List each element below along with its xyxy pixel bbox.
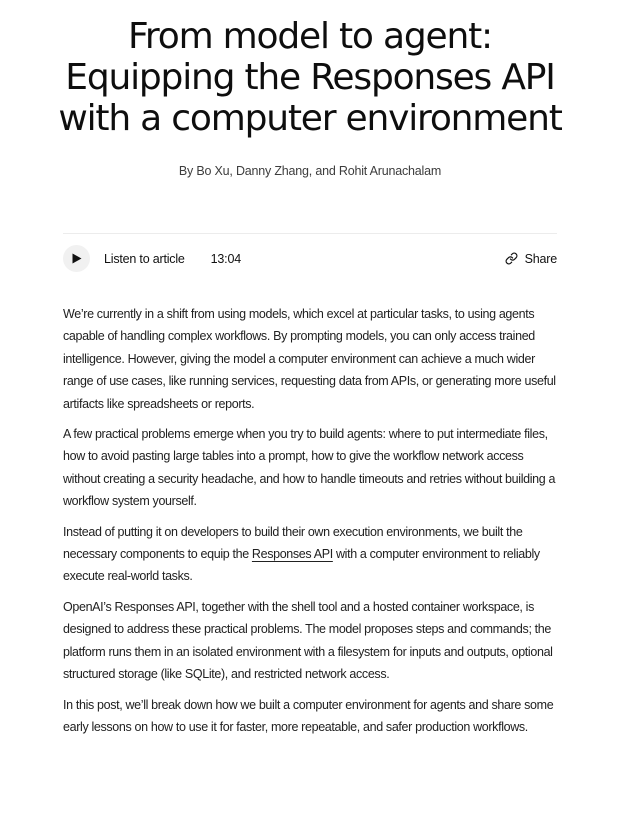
paragraph-3 bbox=[63, 521, 557, 588]
paragraph-1: We’re currently in a shift from using models, which excel at particular tasks, to using agents capable of handling complex workflows. By prompting models, you can only access trained intelligence. However, giving the model a computer environment can achieve a much wider range of use cases, like running services, requesting data from APIs, or generating more useful artifacts like spreadsheets or reports. bbox=[63, 307, 556, 411]
play-button[interactable] bbox=[63, 245, 90, 272]
title-line-2: Equipping the Responses API bbox=[65, 57, 555, 98]
share-label: Share bbox=[524, 251, 557, 266]
article-title bbox=[0, 16, 620, 139]
audio-duration: 13:04 bbox=[210, 251, 241, 266]
paragraph-4: OpenAI’s Responses API, together with the shell tool and a hosted container workspace, is designed to address these practical problems. The model proposes steps and commands; the platform runs them in an isolated environment with a filesystem for inputs and outputs, optional structured storage (like SQLite), and restricted network access. bbox=[63, 599, 553, 682]
article-body bbox=[63, 303, 557, 738]
audio-bar bbox=[63, 233, 557, 272]
title-line-3: with a computer environment bbox=[58, 98, 562, 139]
link-chain-icon bbox=[505, 252, 518, 265]
paragraph-3-before: Instead of putting it on developers to build their own execution environments, we built the necessary components to equip the bbox=[63, 524, 523, 562]
play-icon bbox=[71, 253, 82, 264]
listen-to-article-label: Listen to article bbox=[104, 251, 185, 266]
paragraph-3-after: with a computer environment to reliably execute real-world tasks. bbox=[63, 547, 540, 584]
title-line-1: From model to agent: bbox=[128, 16, 492, 57]
article-page bbox=[0, 16, 620, 816]
paragraph-2: A few practical problems emerge when you try to build agents: where to put intermediate files, how to avoid pasting large tables into a prompt, how to give the workflow network access without creating a security headache, and how to handle timeouts and retries without building a workflow system yourself. bbox=[63, 427, 556, 509]
share-button[interactable] bbox=[505, 252, 557, 266]
paragraph-5: In this post, we’ll break down how we built a computer environment for agents and share some early lessons on how to use it for faster, more repeatable, and safer production workflows. bbox=[63, 697, 554, 734]
byline: By Bo Xu, Danny Zhang, and Rohit Arunachalam bbox=[178, 164, 442, 178]
responses-api-link[interactable]: Responses API bbox=[251, 547, 333, 562]
